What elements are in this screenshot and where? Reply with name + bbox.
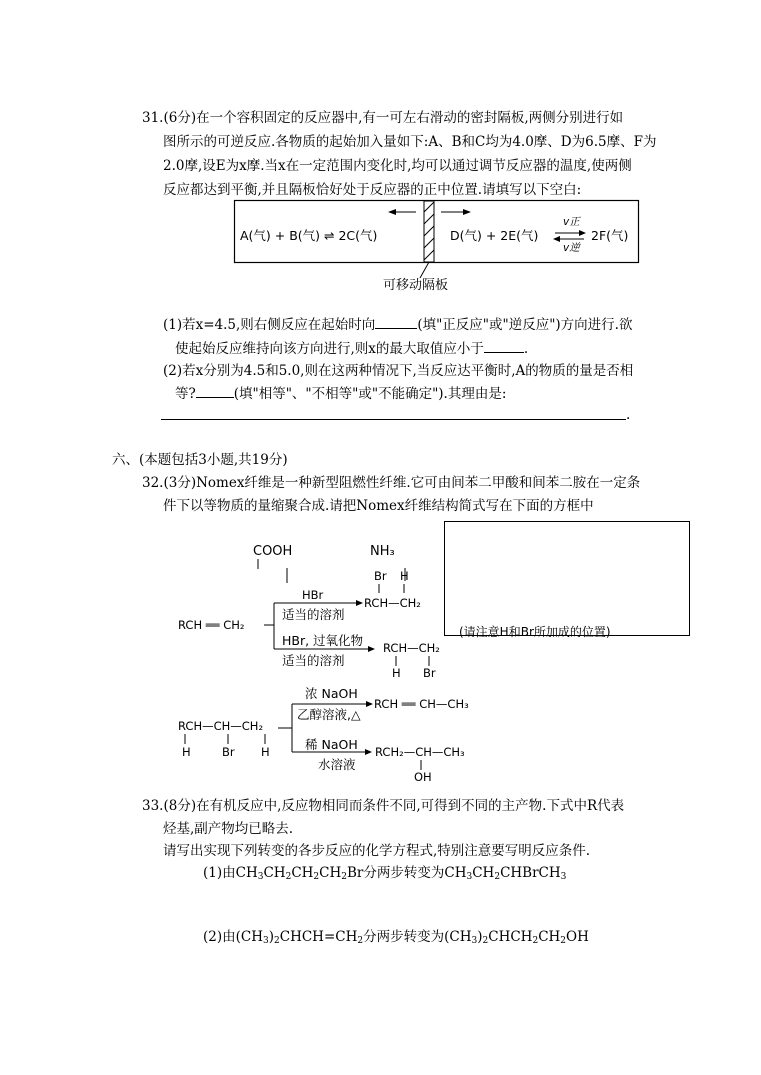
q31-line-3: 2.0摩,设E为x摩.当x在一定范围内变化时,均可以通过调节反应器的温度,使两侧 bbox=[163, 158, 632, 174]
scheme1-upper-bonds bbox=[376, 584, 406, 596]
v-forward-label: v正 bbox=[563, 216, 580, 228]
q31-part2-line2 bbox=[175, 385, 506, 403]
q33-sub1-text: Br分两步转变为CH bbox=[347, 865, 467, 881]
v-reverse-label: v逆 bbox=[563, 242, 580, 254]
q32-line-2: 件下以等物质的量缩聚合成.请把Nomex纤维结构简式写在下面的方框中 bbox=[163, 498, 594, 514]
scheme1-upper-product: RCH—CH₂ bbox=[364, 596, 421, 610]
q31-part2-text-b: (填"相等"、"不相等"或"不能确定").其理由是: bbox=[233, 386, 507, 402]
scheme1-lower-sub-right: Br bbox=[423, 666, 436, 680]
scheme2-lower-sub: OH bbox=[414, 770, 432, 784]
q33-sub1-text: (1)由CH bbox=[203, 865, 258, 881]
scheme1-lower-sub-left: H bbox=[392, 666, 401, 680]
q33-sub1-text: CH bbox=[263, 865, 286, 881]
scheme1-lower-condition: 适当的溶剂 bbox=[282, 653, 345, 668]
q33-sub2-text: (2)由(CH bbox=[203, 929, 263, 945]
q33-sub2-text: ) bbox=[477, 929, 483, 945]
scheme2-upper-product: RCH ══ CH—CH₃ bbox=[374, 697, 469, 711]
q33-sub1-subscript: 2 bbox=[494, 872, 501, 882]
q33-sub1-text: CH bbox=[472, 865, 495, 881]
q33-sub2-subscript: 2 bbox=[560, 936, 567, 946]
partition-label: 可移动隔板 bbox=[383, 278, 449, 293]
scheme2-upper-condition: 乙醇溶液,△ bbox=[297, 707, 361, 722]
q33-line-2: 烃基,副产物均已略去. bbox=[163, 821, 294, 837]
q33-sub1-text: CH bbox=[291, 865, 314, 881]
q33-sub2-text: CH bbox=[538, 929, 561, 945]
reason-line-period: . bbox=[626, 407, 631, 423]
q33-sub2-text: CHCH bbox=[488, 929, 533, 945]
q33-sub2-subscript: 2 bbox=[274, 936, 280, 946]
answer-blank-direction[interactable] bbox=[375, 316, 417, 329]
right-reaction-product: 2F(气) bbox=[591, 228, 629, 243]
q31-part1-line1 bbox=[163, 316, 632, 334]
q33-sub1-text: CH bbox=[319, 865, 342, 881]
right-reaction-reactants: D(气) + 2E(气) bbox=[450, 228, 539, 243]
q33-sub-question-1 bbox=[203, 864, 566, 882]
answer-box[interactable] bbox=[444, 521, 690, 636]
scheme1-lower-reagent: HBr, 过氧化物 bbox=[282, 633, 364, 648]
q33-sub2-text: OH bbox=[566, 929, 589, 945]
q31-part1-text-d: . bbox=[523, 341, 529, 357]
q31-part1-text-b: (填"正反应"或"逆反应")方向进行.欲 bbox=[417, 317, 633, 333]
q33-sub2-text: CHCH=CH bbox=[279, 929, 358, 945]
q33-line-1: 33.(8分)在有机反应中,反应物相同而条件不同,可得到不同的主产物.下式中R代表 bbox=[142, 798, 625, 814]
q33-sub2-text: 分两步转变为(CH bbox=[363, 929, 472, 945]
answer-blank-equal[interactable] bbox=[196, 385, 234, 398]
q33-sub2-subscript: 3 bbox=[263, 936, 269, 946]
answer-blank-x-max[interactable] bbox=[484, 340, 524, 353]
q33-line-3: 请写出实现下列转变的各步反应的化学方程式,特别注意要写明反应条件. bbox=[163, 843, 591, 859]
left-reaction: A(气) + B(气) ⇌ 2C(气) bbox=[240, 228, 378, 243]
scheme2-start: RCH—CH—CH₂ bbox=[178, 719, 264, 733]
scheme1-upper-condition: 适当的溶剂 bbox=[282, 607, 345, 622]
scheme1-lower-product: RCH—CH₂ bbox=[383, 641, 440, 655]
q33-sub2-subscript: 2 bbox=[357, 936, 364, 946]
reactor-diagram bbox=[234, 200, 640, 264]
q33-sub1-subscript: 2 bbox=[341, 872, 347, 882]
scheme1-upper-reagent: HBr bbox=[302, 588, 324, 602]
q31-part1-text-a: (1)若x=4.5,则右侧反应在起始时向 bbox=[163, 317, 376, 333]
scheme2-lower-product: RCH₂—CH—CH₃ bbox=[375, 745, 465, 759]
section-6-header: 六、(本题包括3小题,共19分) bbox=[112, 452, 288, 468]
scheme1-start: RCH ══ CH₂ bbox=[178, 618, 245, 632]
q33-sub1-subscript: 2 bbox=[285, 872, 292, 882]
answer-line-reason[interactable] bbox=[161, 419, 626, 420]
scheme1-upper-sub-left: Br bbox=[374, 569, 387, 583]
nh3-label: NH₃ bbox=[370, 544, 395, 559]
q31-part1-line2 bbox=[175, 340, 528, 358]
scheme1-upper-sub-right: H bbox=[400, 569, 409, 583]
q31-line-1: 31.(6分)在一个容积固定的反应器中,有一可左右滑动的密封隔板,两侧分别进行如 bbox=[142, 110, 624, 126]
q33-sub1-subscript: 3 bbox=[560, 872, 567, 882]
q31-line-4: 反应都达到平衡,并且隔板恰好处于反应器的正中位置.请填写以下空白: bbox=[163, 182, 582, 198]
q31-line-2: 图所示的可逆反应.各物质的起始加入量如下:A、B和C均为4.0摩、D为6.5摩、F为 bbox=[163, 134, 657, 150]
cooh-label: COOH bbox=[253, 544, 293, 559]
q33-sub-question-2 bbox=[203, 928, 589, 946]
scheme2-lower-reagent: 稀 NaOH bbox=[305, 737, 358, 752]
scheme2-start-sub-3: H bbox=[261, 745, 270, 759]
answer-box-note: (请注意H和Br所加成的位置) bbox=[459, 625, 611, 639]
scheme2-lower-condition: 水溶液 bbox=[318, 757, 356, 772]
q32-line-1: 32.(3分)Nomex纤维是一种新型阻燃性纤维.它可由间苯二甲酸和间苯二胺在一定条 bbox=[142, 475, 641, 491]
q33-sub2-subscript: 3 bbox=[471, 936, 478, 946]
scheme2-start-sub-1: H bbox=[182, 745, 191, 759]
q33-sub1-subscript: 3 bbox=[466, 872, 473, 882]
q33-sub2-text: ) bbox=[268, 929, 275, 945]
q31-part2-text-a: 等? bbox=[175, 386, 196, 402]
q33-sub2-subscript: 2 bbox=[482, 936, 489, 946]
q31-part1-text-c: 使起始反应维持向该方向进行,则x的最大取值应小于 bbox=[175, 341, 484, 357]
q33-sub1-text: CHBrCH bbox=[500, 865, 561, 881]
q31-part2-line1: (2)若x分别为4.5和5.0,则在这两种情况下,当反应达平衡时,A的物质的量是否相 bbox=[163, 363, 634, 379]
q33-sub1-subscript: 2 bbox=[313, 872, 320, 882]
scheme2-start-sub-2: Br bbox=[222, 745, 235, 759]
q33-sub2-subscript: 2 bbox=[532, 936, 539, 946]
scheme2-upper-reagent: 浓 NaOH bbox=[305, 686, 358, 701]
q33-sub1-subscript: 3 bbox=[257, 872, 264, 882]
